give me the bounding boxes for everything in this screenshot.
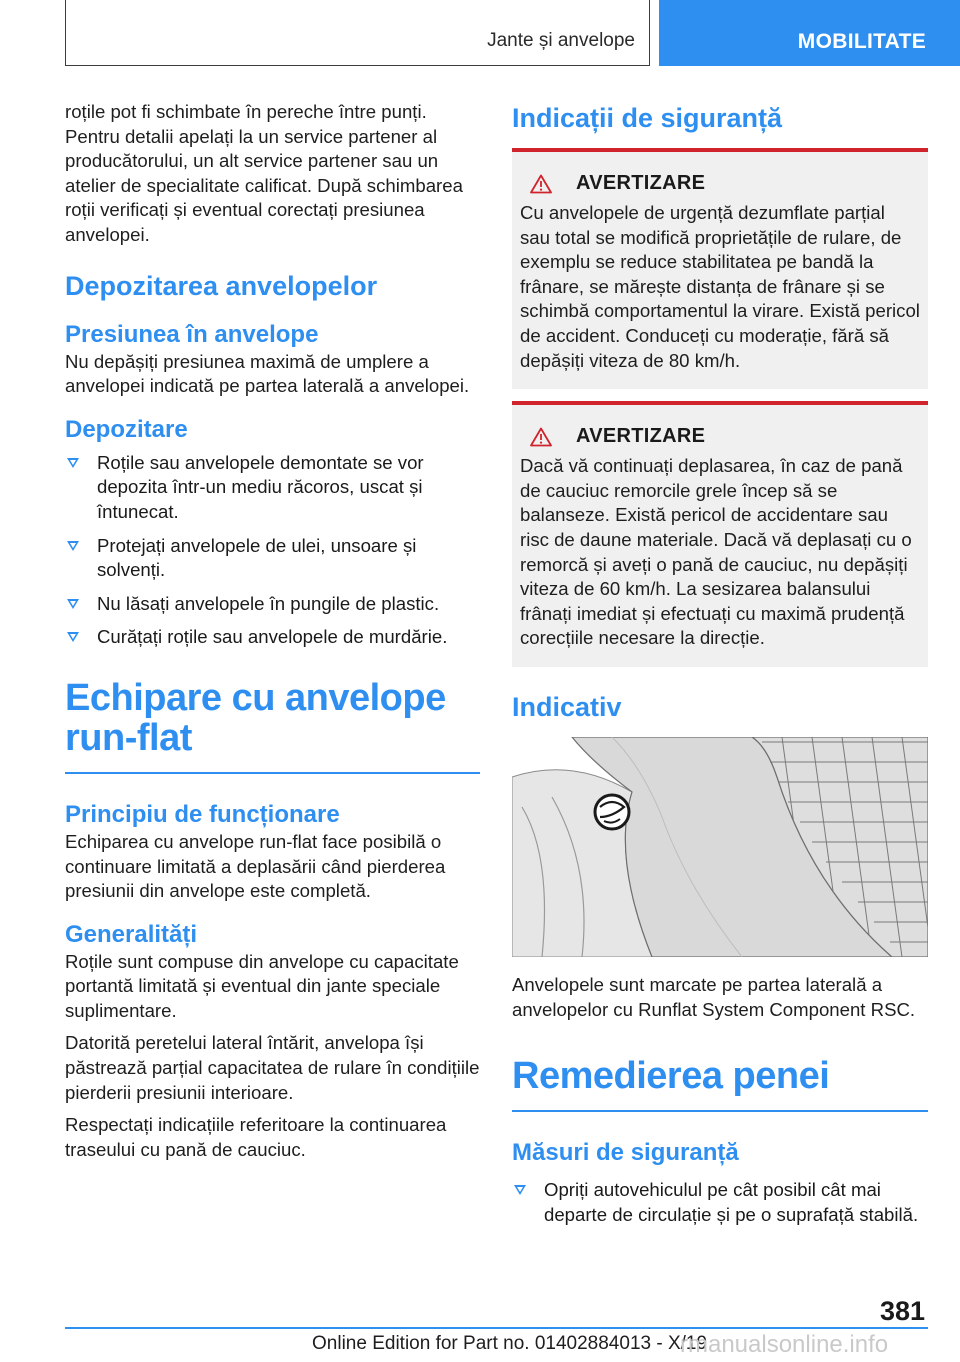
triangle-bullet-icon xyxy=(67,541,79,551)
measures-heading: Măsuri de siguranță xyxy=(512,1139,739,1167)
principle-paragraph: Echiparea cu anvelope run-flat face posibilă o continuare limitată a deplasării când pierderea presiunii din anvelope este completă. xyxy=(65,830,446,902)
section-tab-label: MOBILITATE xyxy=(797,30,926,53)
general-paragraph-2: Datorită peretelui lateral întărit, anvelopa își păstrează parțial capacitatea de rulare în condițiile pierderii presiunii interioare. xyxy=(65,1032,480,1103)
warning-box-1 xyxy=(512,148,928,389)
warning-label: AVERTIZARE xyxy=(576,425,706,448)
repair-heading: Remedierea penei xyxy=(512,1055,830,1098)
warning-triangle-icon xyxy=(530,427,552,447)
general-paragraph-1: Roțile sunt compuse din anvelope cu capacitate portantă limitată și eventual din jante speciale suplimentare. xyxy=(65,950,459,1021)
triangle-bullet-icon xyxy=(67,458,79,468)
general-paragraph-3: Respectați indicațiile referitoare la continuarea traseului cu pană de cauciuc. xyxy=(65,1114,447,1160)
principle-heading: Principiu de funcționare xyxy=(65,800,340,828)
figure-caption: Anvelopele sunt marcate pe partea laterală a anvelopelor cu Runflat System Component RSC. xyxy=(512,973,916,1020)
warning-box-2 xyxy=(512,401,928,667)
footer-edition: Online Edition for Part no. 01402884013 - X/19 xyxy=(312,1333,708,1354)
pressure-heading: Presiunea în anvelope xyxy=(65,320,319,348)
page-number: 381 xyxy=(879,1296,925,1326)
list-item xyxy=(65,534,480,583)
chapter-title: Jante și anvelope xyxy=(487,30,635,51)
runflat-heading: Echipare cu anvelope run-flat xyxy=(65,676,446,759)
section-tab xyxy=(659,0,960,66)
storage-heading: Depozitarea anvelopelor xyxy=(65,270,378,301)
runflat-tire-illustration xyxy=(512,737,928,957)
heading-rule xyxy=(65,772,480,774)
heading-rule xyxy=(512,1110,928,1112)
list-item xyxy=(65,625,480,650)
warning-text: Dacă vă continuați deplasarea, în caz de pană de cauciuc remorcile grele încep să se balanseze. Există pericol de accidentare sau risc de daune materiale. Dacă vă deplasați cu o remorcă și aveți o pană de cauciuc, nu depășiți viteza de 60 km/h. La sesizarea balansului frânați imediat și efectuați cu maximă prudență corecțiile necesare la direcție. xyxy=(520,455,912,649)
list-item-text: Protejați anvelopele de ulei, unsoare și solvenți. xyxy=(97,534,417,581)
triangle-bullet-icon xyxy=(67,632,79,642)
warning-triangle-icon xyxy=(530,174,552,194)
list-item xyxy=(65,592,480,617)
indicator-heading: Indicativ xyxy=(512,691,622,722)
depozitare-heading: Depozitare xyxy=(65,415,188,443)
list-item-text: Nu lăsați anvelopele în pungile de plastic. xyxy=(97,592,440,614)
tire-rsc-illustration xyxy=(512,737,928,957)
right-column xyxy=(512,100,928,1236)
warning-text: Cu anvelopele de urgență dezumflate parțial sau total se modifică proprietățile de rulare, de exemplu se reduce stabilitatea pe bandă la frânare, se mărește distanța de frânare și se schimbă comportamentul la virare. Există pericol de accident. Conduceți cu moderație, fără să depășiți viteza de 80 km/h. xyxy=(520,202,920,371)
header-chapter-box xyxy=(65,0,650,66)
general-heading: Generalități xyxy=(65,920,198,948)
footer-watermark: rmanualsonline.info xyxy=(680,1331,889,1358)
list-item-text: Roțile sau anvelopele demontate se vor depozita într-un mediu răcoros, uscat și întunecat. xyxy=(97,451,424,522)
list-item-text: Opriți autovehiculul pe cât posibil cât mai departe de circulație și pe o suprafață stabilă. xyxy=(544,1179,919,1225)
intro-paragraph: roțile pot fi schimbate în pereche între punți. Pentru detalii apelați la un service partener al producătorului, un alt service partener sau un atelier de specialitate calificat. După schimbarea roții verificați și eventual corectați presiunea anvelopei. xyxy=(65,101,463,245)
list-item xyxy=(65,451,480,525)
footer-rule xyxy=(65,1327,928,1329)
triangle-bullet-icon xyxy=(67,599,79,609)
safety-heading: Indicații de siguranță xyxy=(512,103,783,133)
list-item xyxy=(512,1178,928,1227)
pressure-paragraph: Nu depășiți presiunea maximă de umplere a anvelopei indicată pe partea laterală a anvelopei. xyxy=(65,350,470,397)
warning-title xyxy=(530,172,920,195)
list-item-text: Curățați roțile sau anvelopele de murdărie. xyxy=(97,626,448,648)
warning-label: AVERTIZARE xyxy=(576,172,706,194)
depozitare-list xyxy=(65,451,480,650)
left-column xyxy=(65,100,480,1170)
measures-list xyxy=(512,1178,928,1227)
triangle-bullet-icon xyxy=(514,1185,526,1195)
warning-title xyxy=(530,425,920,448)
